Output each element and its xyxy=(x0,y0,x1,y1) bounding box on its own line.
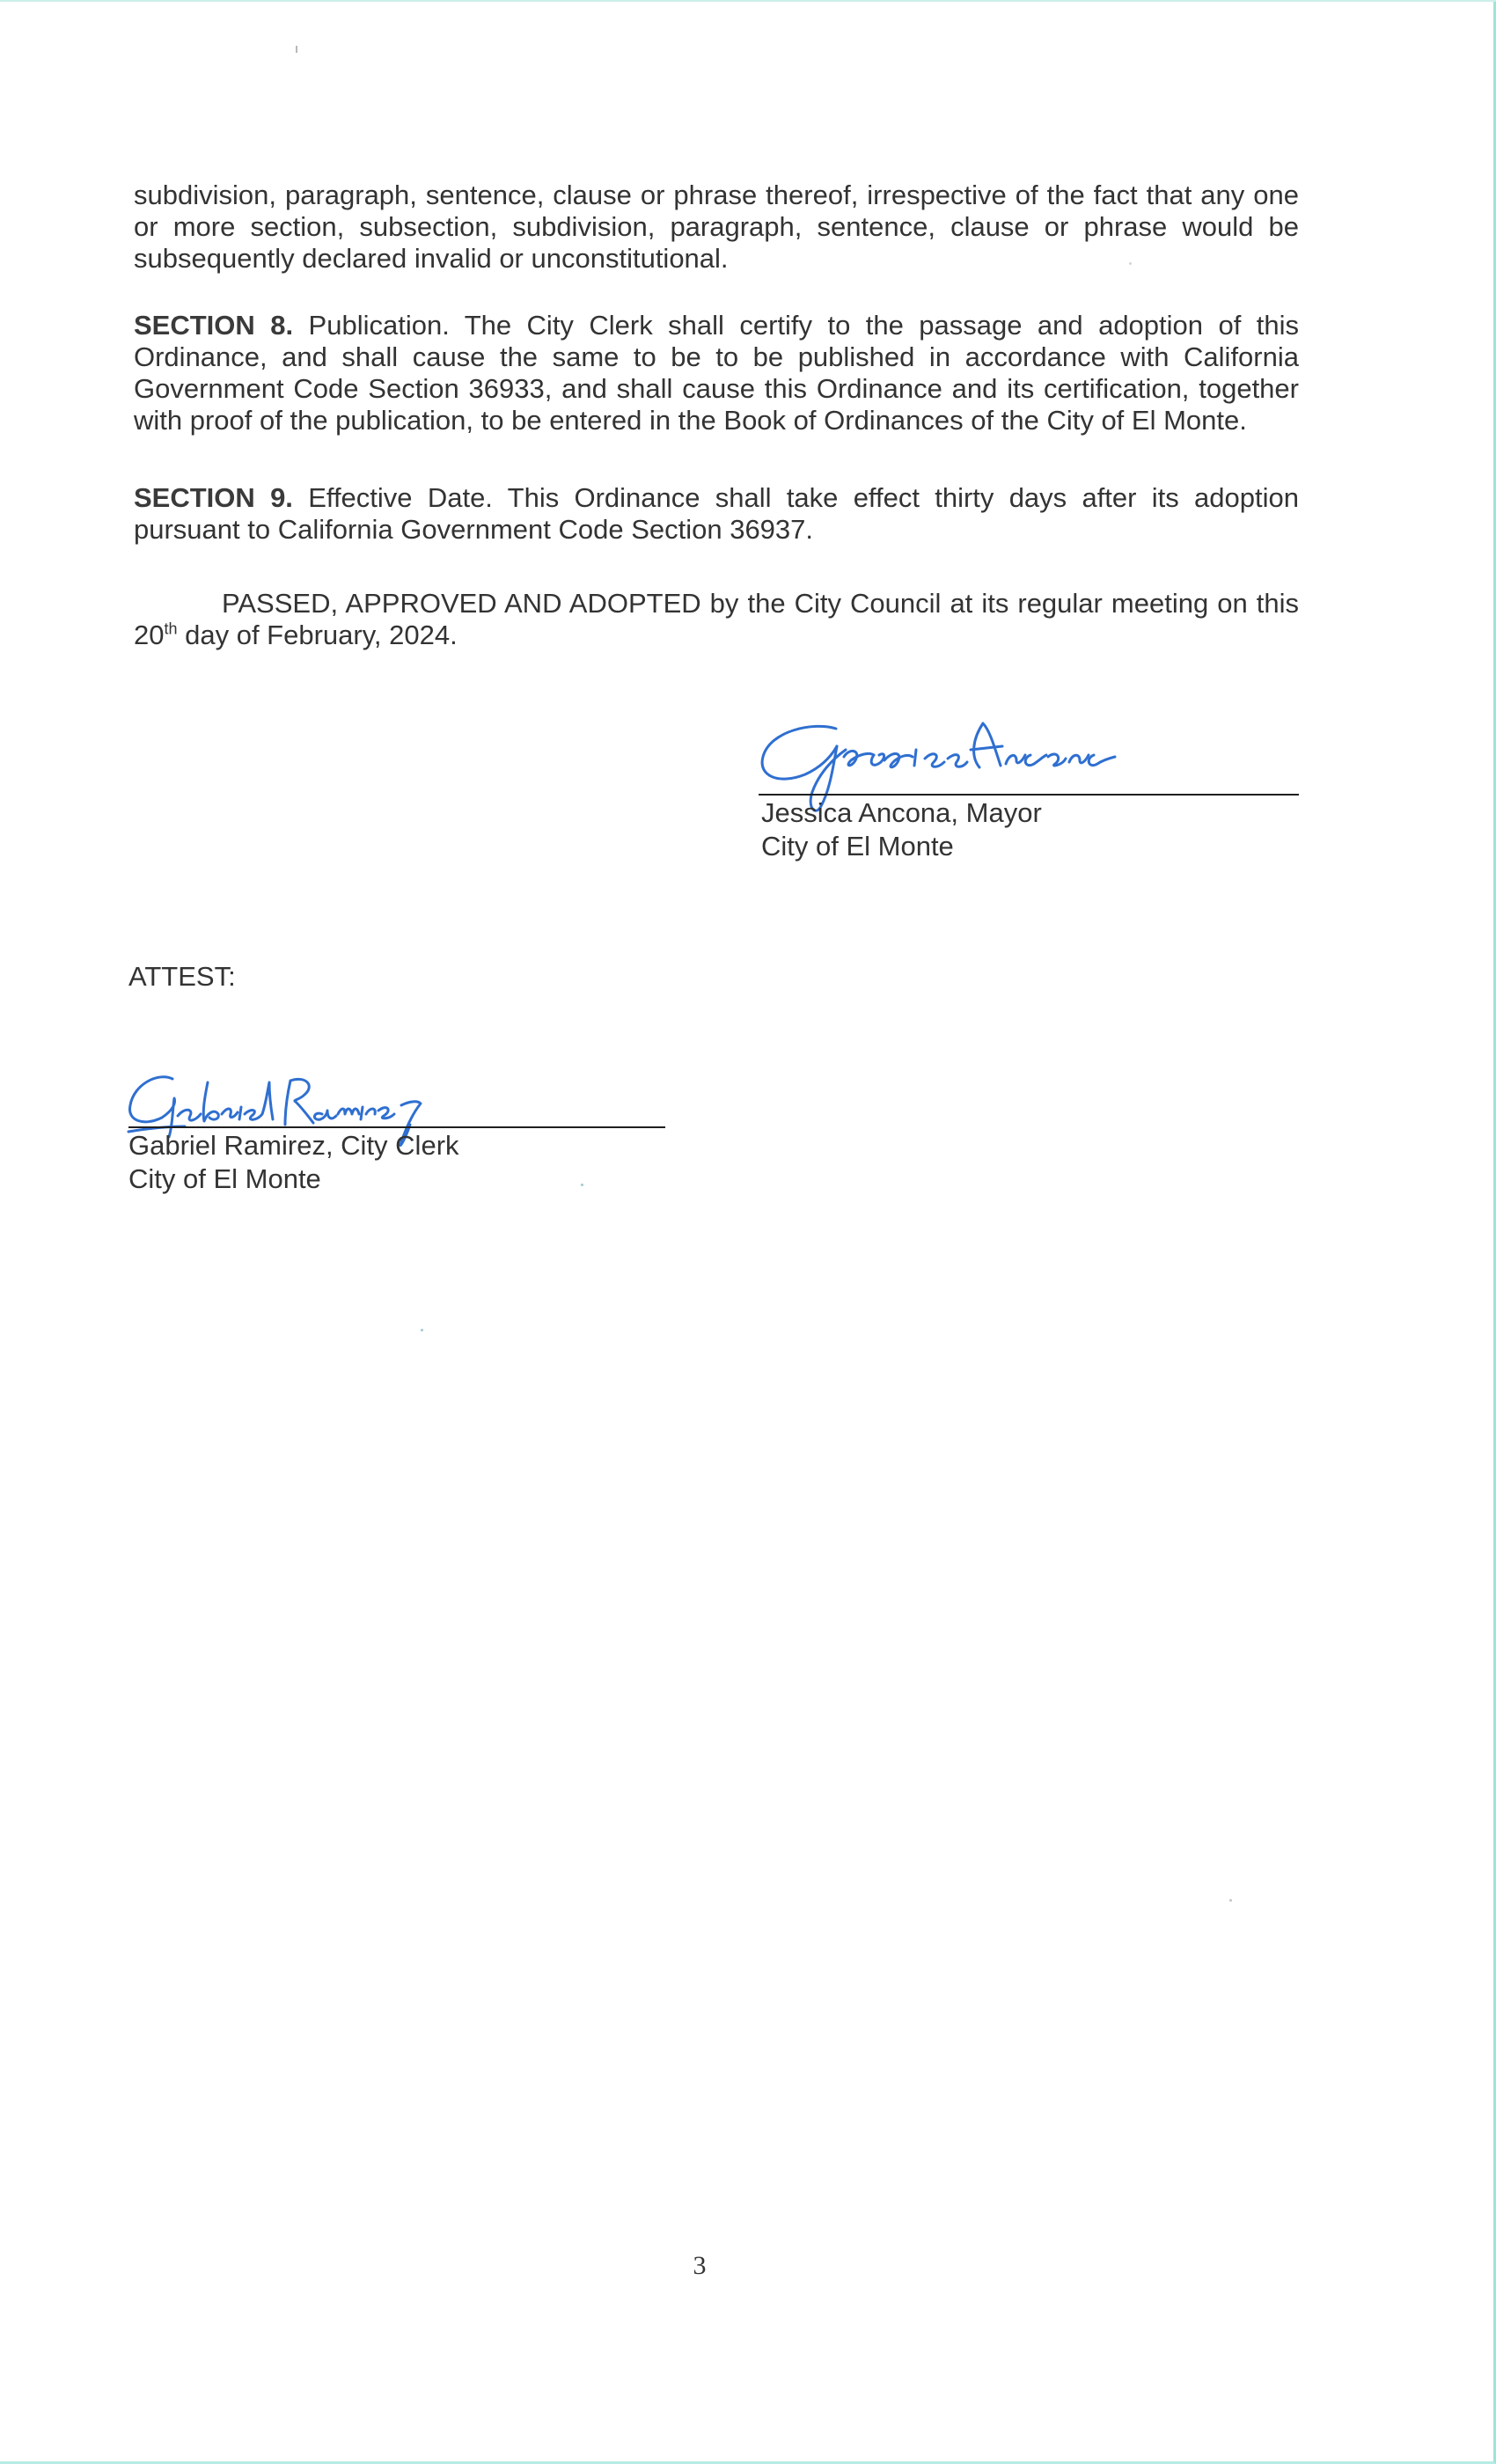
clerk-name-title: Gabriel Ramirez, City Clerk xyxy=(128,1130,459,1161)
section-9-paragraph xyxy=(134,482,1299,546)
adoption-text-after: day of February, 2024. xyxy=(177,620,458,650)
scan-speck xyxy=(421,1329,423,1331)
mayor-organization: City of El Monte xyxy=(761,831,954,862)
ordinal-suffix: th xyxy=(164,620,178,638)
scan-speck xyxy=(581,1184,583,1186)
adoption-statement xyxy=(134,588,1299,651)
continuation-paragraph: subdivision, paragraph, sentence, clause or phrase thereof, irrespective of the fact that any one or more section, subsection, subdivision, paragraph, sentence, clause or phrase would be subsequently declared invalid or unconstitutional. xyxy=(134,180,1299,274)
attest-label: ATTEST: xyxy=(128,961,236,992)
mayor-name-title: Jessica Ancona, Mayor xyxy=(761,797,1042,828)
mayor-signature-line xyxy=(759,794,1299,796)
clerk-organization: City of El Monte xyxy=(128,1163,321,1194)
section-9-body: Effective Date. This Ordinance shall take effect thirty days after its adoption pursuant to California Government Code Section 36937. xyxy=(134,482,1299,545)
section-9-heading: SECTION 9. xyxy=(134,482,293,513)
adoption-text-before: PASSED, APPROVED AND ADOPTED by the City Council at its regular meeting on this 20 xyxy=(134,588,1299,650)
section-8-heading: SECTION 8. xyxy=(134,310,294,341)
clerk-signature-line xyxy=(128,1126,665,1128)
scan-edge xyxy=(0,0,1496,2)
scan-speck xyxy=(296,46,297,53)
scan-speck xyxy=(1129,262,1132,265)
page-number: 3 xyxy=(693,2251,707,2280)
section-8-body: Publication. The City Clerk shall certify to the passage and adoption of this Ordinance, and shall cause the same to be to be published in accordance with California Government Code Section 36933, and shall cause this Ordinance and its certification, together with proof of the publication, to be entered in the Book of Ordinances of the City of El Monte. xyxy=(134,310,1299,436)
section-8-paragraph xyxy=(134,310,1299,436)
scan-speck xyxy=(1229,1899,1232,1902)
